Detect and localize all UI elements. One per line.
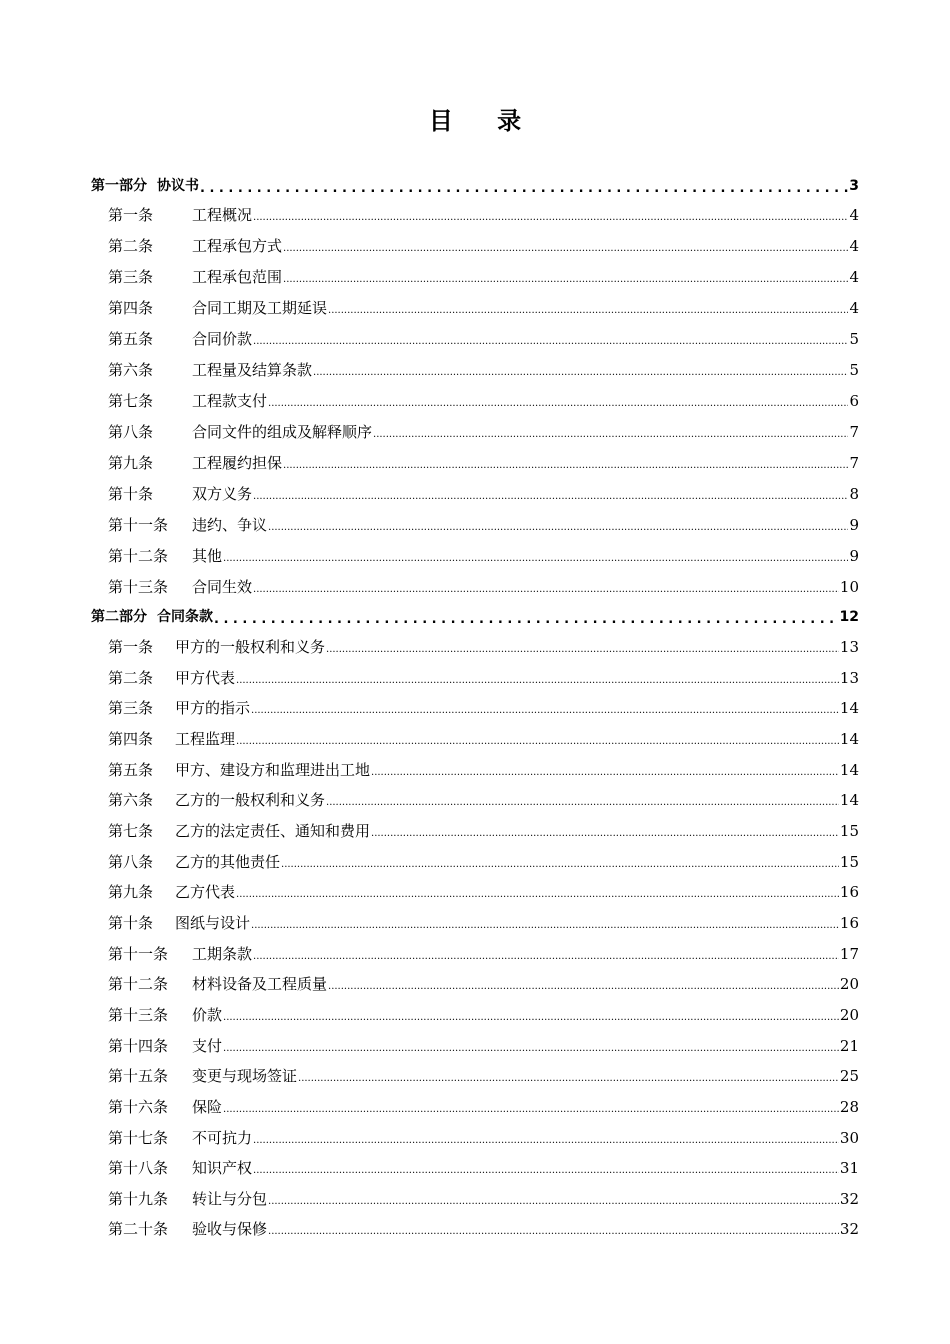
article-title: 合同工期及工期延误: [192, 299, 328, 317]
article-number: 第十条: [108, 914, 154, 932]
toc-entry[interactable]: [108, 756, 859, 780]
page-number: 4: [849, 268, 859, 286]
dot-leader: [268, 515, 848, 535]
dot-leader: [236, 729, 839, 749]
article-title: 工程款支付: [192, 392, 268, 410]
article-number: 第五条: [108, 330, 154, 348]
dot-leader: [328, 298, 848, 318]
article-number: 第十二条: [108, 975, 169, 993]
article-number: 第四条: [108, 730, 154, 748]
article-number: 第十三条: [108, 1006, 169, 1024]
toc-entry[interactable]: [108, 909, 859, 933]
part-name: 合同条款: [157, 609, 213, 625]
toc-entry[interactable]: [108, 633, 859, 657]
article-title: 乙方的其他责任: [175, 853, 281, 871]
dot-leader: [328, 974, 839, 994]
article-title: 工程承包方式: [192, 237, 283, 255]
page-number: 16: [839, 914, 859, 932]
article-title: 乙方代表: [175, 883, 236, 901]
toc-entry[interactable]: [108, 325, 859, 349]
toc-entry[interactable]: [108, 356, 859, 380]
page-number: 16: [839, 883, 859, 901]
dot-leader: [281, 852, 839, 872]
page-number: 14: [839, 699, 859, 717]
article-title: 价款: [192, 1006, 223, 1024]
article-number: 第十七条: [108, 1129, 169, 1147]
toc-entry[interactable]: [108, 418, 859, 442]
dot-leader: [223, 1097, 839, 1117]
article-title: 甲方、建设方和监理进出工地: [175, 761, 371, 779]
dot-leader: [236, 668, 839, 688]
dot-leader: [223, 1005, 839, 1025]
article-title: 图纸与设计: [175, 914, 251, 932]
article-number: 第四条: [108, 299, 154, 317]
dot-leader: [326, 790, 839, 810]
dot-leader: [223, 1036, 839, 1056]
article-number: 第五条: [108, 761, 154, 779]
article-title: 合同文件的组成及解释顺序: [192, 423, 373, 441]
dot-leader: [371, 760, 839, 780]
article-number: 第十八条: [108, 1159, 169, 1177]
page-number: 9: [849, 547, 859, 565]
article-title: 保险: [192, 1098, 223, 1116]
article-number: 第一条: [108, 206, 154, 224]
toc-entry[interactable]: [108, 1001, 859, 1025]
page-number: 14: [839, 730, 859, 748]
toc-title: 目 录: [428, 107, 540, 135]
dot-leader: [283, 267, 848, 287]
page-number: 9: [849, 516, 859, 534]
toc-entry[interactable]: [108, 1093, 859, 1117]
page-number: 8: [849, 485, 859, 503]
dot-leader: [253, 1158, 839, 1178]
article-title: 工程概况: [192, 206, 253, 224]
page-number: 15: [839, 822, 859, 840]
article-title: 合同价款: [192, 330, 253, 348]
dot-leader: [253, 329, 848, 349]
page-number: 25: [839, 1067, 859, 1085]
toc-entry[interactable]: [108, 542, 859, 566]
part-label: 第二部分: [91, 609, 147, 625]
article-number: 第十三条: [108, 578, 169, 596]
toc-entry[interactable]: [108, 232, 859, 256]
part-name: 协议书: [157, 178, 199, 194]
dot-leader: [283, 453, 848, 473]
article-title: 转让与分包: [192, 1190, 268, 1208]
page-number: 31: [839, 1159, 859, 1177]
article-number: 第三条: [108, 268, 154, 286]
toc-entry[interactable]: [108, 573, 859, 597]
toc-entry[interactable]: [108, 1185, 859, 1209]
article-number: 第八条: [108, 853, 154, 871]
dot-leader: [214, 607, 839, 627]
article-title: 乙方的法定责任、通知和费用: [175, 822, 371, 840]
page-number: 3: [849, 178, 859, 194]
dot-leader: [253, 1128, 839, 1148]
article-title: 工程履约担保: [192, 454, 283, 472]
toc-entry[interactable]: [108, 1062, 859, 1086]
toc-part-1[interactable]: [91, 172, 859, 196]
dot-leader: [236, 882, 839, 902]
page-number: 21: [839, 1037, 859, 1055]
page-number: 10: [839, 578, 859, 596]
article-number: 第十二条: [108, 547, 169, 565]
article-title: 知识产权: [192, 1159, 253, 1177]
article-title: 变更与现场签证: [192, 1067, 298, 1085]
article-number: 第三条: [108, 699, 154, 717]
page-number: 4: [849, 299, 859, 317]
toc-entry[interactable]: [108, 1154, 859, 1178]
toc-entry[interactable]: [108, 694, 859, 718]
toc-part-2[interactable]: [91, 603, 859, 627]
page-number: 32: [839, 1220, 859, 1238]
dot-leader: [283, 236, 848, 256]
page-number: 6: [849, 392, 859, 410]
toc-entry[interactable]: [108, 294, 859, 318]
page-number: 30: [839, 1129, 859, 1147]
dot-leader: [251, 913, 839, 933]
dot-leader: [253, 484, 848, 504]
toc-entry[interactable]: [108, 263, 859, 287]
article-number: 第二十条: [108, 1220, 169, 1238]
article-title: 其他: [192, 547, 223, 565]
dot-leader: [298, 1066, 839, 1086]
dot-leader: [200, 176, 848, 196]
page-number: 4: [849, 237, 859, 255]
article-number: 第七条: [108, 822, 154, 840]
article-title: 不可抗力: [192, 1129, 253, 1147]
page-number: 5: [849, 330, 859, 348]
article-title: 合同生效: [192, 578, 253, 596]
page-number: 5: [849, 361, 859, 379]
dot-leader: [251, 698, 839, 718]
dot-leader: [326, 637, 839, 657]
page-number: 20: [839, 1006, 859, 1024]
dot-leader: [268, 1219, 839, 1239]
article-title: 工程监理: [175, 730, 236, 748]
article-number: 第九条: [108, 454, 154, 472]
toc-entry[interactable]: [108, 664, 859, 688]
toc-entry[interactable]: [108, 449, 859, 473]
article-number: 第六条: [108, 361, 154, 379]
article-title: 工程承包范围: [192, 268, 283, 286]
article-title: 甲方的一般权利和义务: [175, 638, 326, 656]
page-number: 7: [849, 454, 859, 472]
toc-entry[interactable]: [108, 970, 859, 994]
article-number: 第十九条: [108, 1190, 169, 1208]
toc-entry[interactable]: [108, 387, 859, 411]
dot-leader: [268, 1189, 839, 1209]
toc-entry[interactable]: [108, 201, 859, 225]
toc-entry[interactable]: [108, 725, 859, 749]
article-number: 第九条: [108, 883, 154, 901]
article-number: 第十四条: [108, 1037, 169, 1055]
article-number: 第一条: [108, 638, 154, 656]
dot-leader: [313, 360, 848, 380]
article-title: 工期条款: [192, 945, 253, 963]
toc-entry[interactable]: [108, 1215, 859, 1239]
page-number: 17: [839, 945, 859, 963]
toc-entry[interactable]: [108, 878, 859, 902]
dot-leader: [223, 546, 848, 566]
toc-entry[interactable]: [108, 817, 859, 841]
toc-entry[interactable]: [108, 940, 859, 964]
dot-leader: [371, 821, 839, 841]
article-number: 第七条: [108, 392, 154, 410]
article-title: 工程量及结算条款: [192, 361, 313, 379]
page-number: 20: [839, 975, 859, 993]
article-title: 甲方的指示: [175, 699, 251, 717]
toc-entry[interactable]: [108, 848, 859, 872]
article-number: 第十条: [108, 485, 154, 503]
article-number: 第二条: [108, 237, 154, 255]
toc-entry[interactable]: [108, 480, 859, 504]
article-number: 第十一条: [108, 516, 169, 534]
article-number: 第十五条: [108, 1067, 169, 1085]
page-number: 4: [849, 206, 859, 224]
toc-entry[interactable]: [108, 786, 859, 810]
dot-leader: [253, 205, 848, 225]
article-title: 支付: [192, 1037, 223, 1055]
article-number: 第六条: [108, 791, 154, 809]
toc-entry[interactable]: [108, 511, 859, 535]
page-number: 7: [849, 423, 859, 441]
article-number: 第二条: [108, 669, 154, 687]
article-title: 乙方的一般权利和义务: [175, 791, 326, 809]
article-title: 双方义务: [192, 485, 253, 503]
page-number: 14: [839, 761, 859, 779]
page-number: 28: [839, 1098, 859, 1116]
article-number: 第十一条: [108, 945, 169, 963]
page-number: 12: [839, 609, 859, 625]
part-label: 第一部分: [91, 178, 147, 194]
dot-leader: [253, 944, 839, 964]
toc-entry[interactable]: [108, 1124, 859, 1148]
page-number: 15: [839, 853, 859, 871]
article-title: 违约、争议: [192, 516, 268, 534]
article-number: 第十六条: [108, 1098, 169, 1116]
article-number: 第八条: [108, 423, 154, 441]
article-title: 验收与保修: [192, 1220, 268, 1238]
dot-leader: [373, 422, 848, 442]
toc-entry[interactable]: [108, 1032, 859, 1056]
page-number: 13: [839, 638, 859, 656]
article-title: 甲方代表: [175, 669, 236, 687]
page-number: 32: [839, 1190, 859, 1208]
dot-leader: [253, 577, 839, 597]
page-number: 13: [839, 669, 859, 687]
dot-leader: [268, 391, 848, 411]
article-title: 材料设备及工程质量: [192, 975, 328, 993]
page-number: 14: [839, 791, 859, 809]
